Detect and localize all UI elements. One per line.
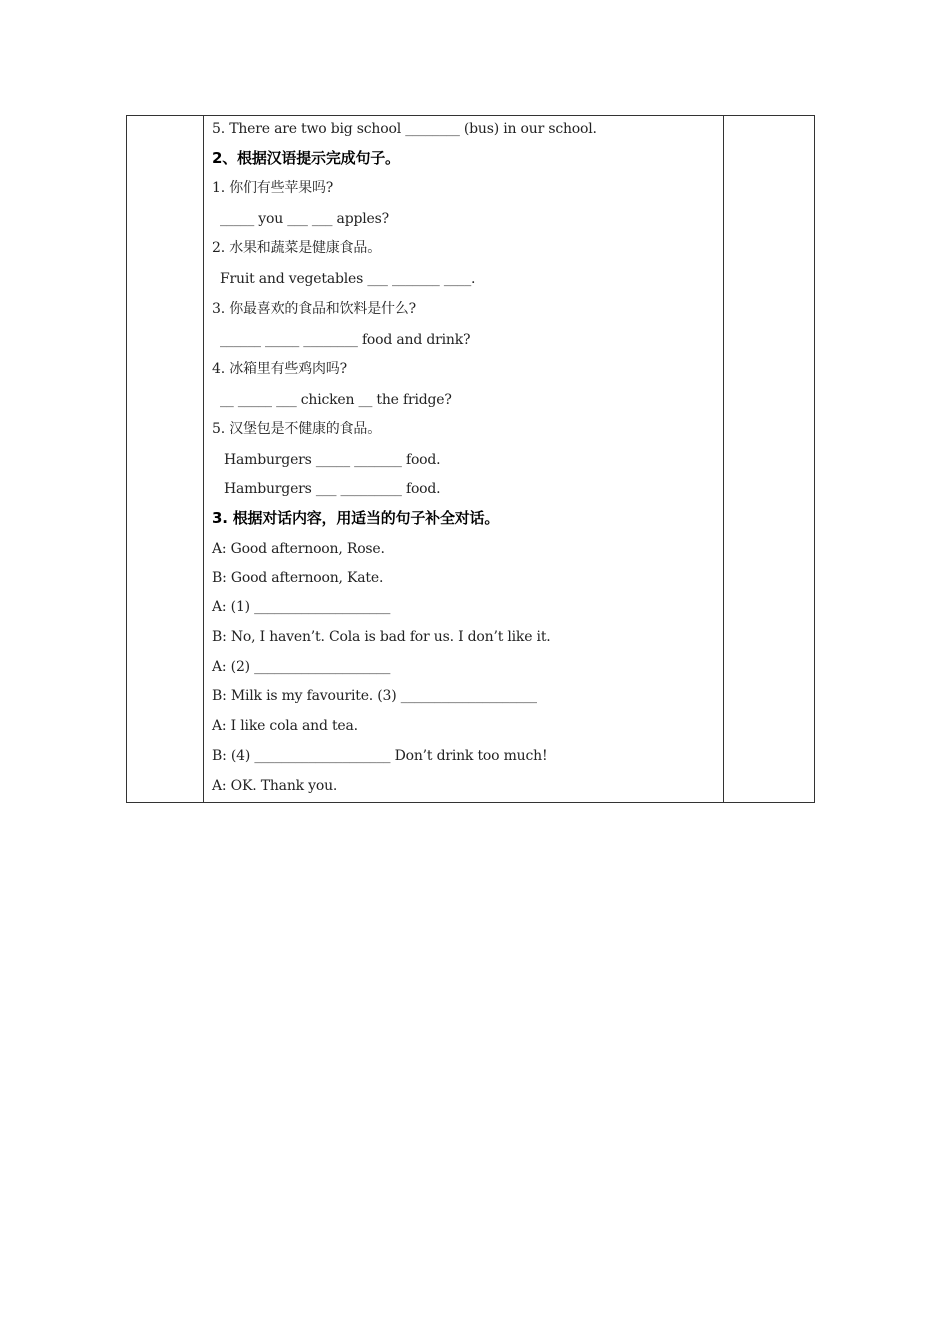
dialogue-line-6: B: Milk is my favourite. (3) ____________________ bbox=[212, 688, 537, 704]
dialogue-line-8: B: (4) ____________________ Don’t drink too much! bbox=[212, 748, 548, 764]
section-3-heading: 3. 根据对话内容，用适当的句子补全对话。 bbox=[212, 509, 500, 527]
section-2-prompt-5: 5. 汉堡包是不健康的食品。 bbox=[212, 421, 382, 437]
exercise-content-cell bbox=[204, 116, 723, 802]
section-2-prompt-1: 1. 你们有些苹果吗? bbox=[212, 180, 334, 196]
dialogue-line-5: A: (2) ____________________ bbox=[212, 659, 391, 675]
section-2-answer-5a: Hamburgers _____ _______ food. bbox=[224, 452, 441, 468]
section-2-prompt-3: 3. 你最喜欢的食品和饮料是什么? bbox=[212, 301, 416, 317]
section-2-answer-4: __ _____ ___ chicken __ the fridge? bbox=[220, 392, 452, 408]
dialogue-line-2: B: Good afternoon, Kate. bbox=[212, 570, 384, 586]
column-divider-right bbox=[723, 116, 724, 802]
dialogue-line-1: A: Good afternoon, Rose. bbox=[212, 541, 385, 557]
dialogue-line-3: A: (1) ____________________ bbox=[212, 599, 391, 615]
section-2-answer-1: _____ you ___ ___ apples? bbox=[220, 211, 389, 227]
section-2-prompt-4: 4. 冰箱里有些鸡肉吗? bbox=[212, 361, 347, 377]
section-2-answer-3: ______ _____ ________ food and drink? bbox=[220, 332, 471, 348]
section-2-answer-2: Fruit and vegetables ___ _______ ____. bbox=[220, 271, 476, 287]
section-2-prompt-2: 2. 水果和蔬菜是健康食品。 bbox=[212, 240, 382, 256]
worksheet-table bbox=[126, 115, 815, 803]
exercise-1-item-5: 5. There are two big school ________ (bus) in our school. bbox=[212, 121, 597, 137]
dialogue-line-7: A: I like cola and tea. bbox=[212, 718, 358, 734]
section-2-answer-5b: Hamburgers ___ _________ food. bbox=[224, 481, 441, 497]
section-2-heading: 2、根据汉语提示完成句子。 bbox=[212, 149, 400, 167]
dialogue-line-4: B: No, I haven’t. Cola is bad for us. I don’t like it. bbox=[212, 629, 551, 645]
dialogue-line-9: A: OK. Thank you. bbox=[212, 778, 338, 794]
